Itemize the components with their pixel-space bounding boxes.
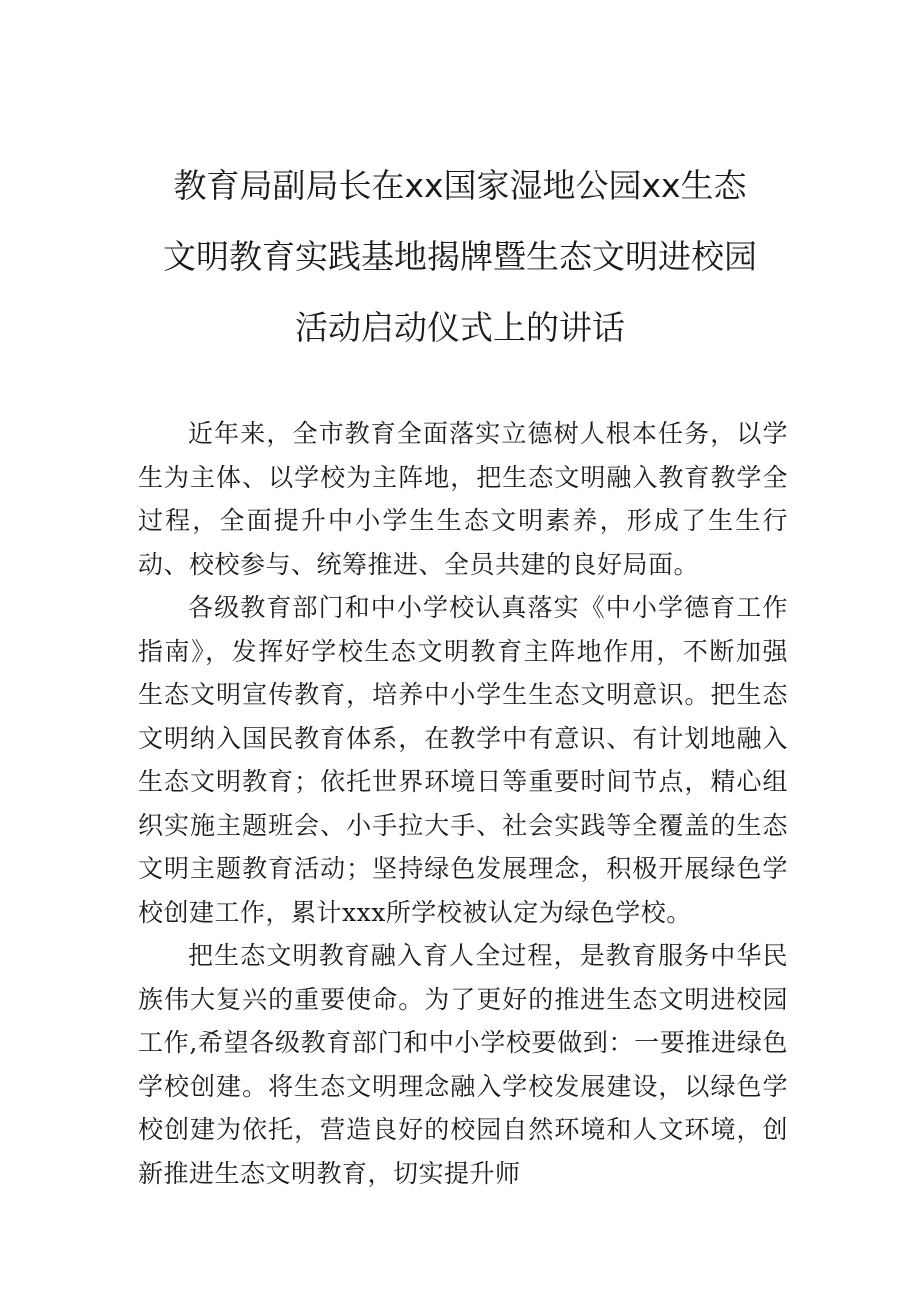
title-line-3: 活动启动仪式上的讲话 [295, 308, 625, 347]
title-line-2: 文明教育实践基地揭牌暨生态文明进校园 [163, 237, 757, 276]
document-title [0, 150, 920, 363]
paragraph-3: 把生态文明教育融入育人全过程，是教育服务中华民族伟大复兴的重要使命。为了更好的推进生态文明进校园工作,希望各级教育部门和中小学校要做到：一要推进绿色学校创建。将生态文明理念融入学校发展建设，以绿色学校创建为依托，营造良好的校园自然环境和人文环境，创新推进生态文明教育，切实提升师 [138, 941, 788, 1188]
title-line-1: 教育局副局长在xx国家湿地公园xx生态 [173, 166, 747, 205]
paragraph-1: 近年来，全市教育全面落实立德树人根本任务，以学生为主体、以学校为主阵地，把生态文明融入教育教学全过程，全面提升中小学生生态文明素养，形成了生生行动、校校参与、统筹推进、全员共建的良好局面。 [138, 419, 788, 579]
document-body [138, 412, 788, 1195]
paragraph-2: 各级教育部门和中小学校认真落实《中小学德育工作指南》，发挥好学校生态文明教育主阵地作用，不断加强生态文明宣传教育，培养中小学生生态文明意识。把生态文明纳入国民教育体系，在教学中有意识、有计划地融入生态文明教育；依托世界环境日等重要时间节点，精心组织实施主题班会、小手拉大手、社会实践等全覆盖的生态文明主题教育活动；坚持绿色发展理念，积极开展绿色学校创建工作，累计xxx所学校被认定为绿色学校。 [138, 593, 788, 927]
